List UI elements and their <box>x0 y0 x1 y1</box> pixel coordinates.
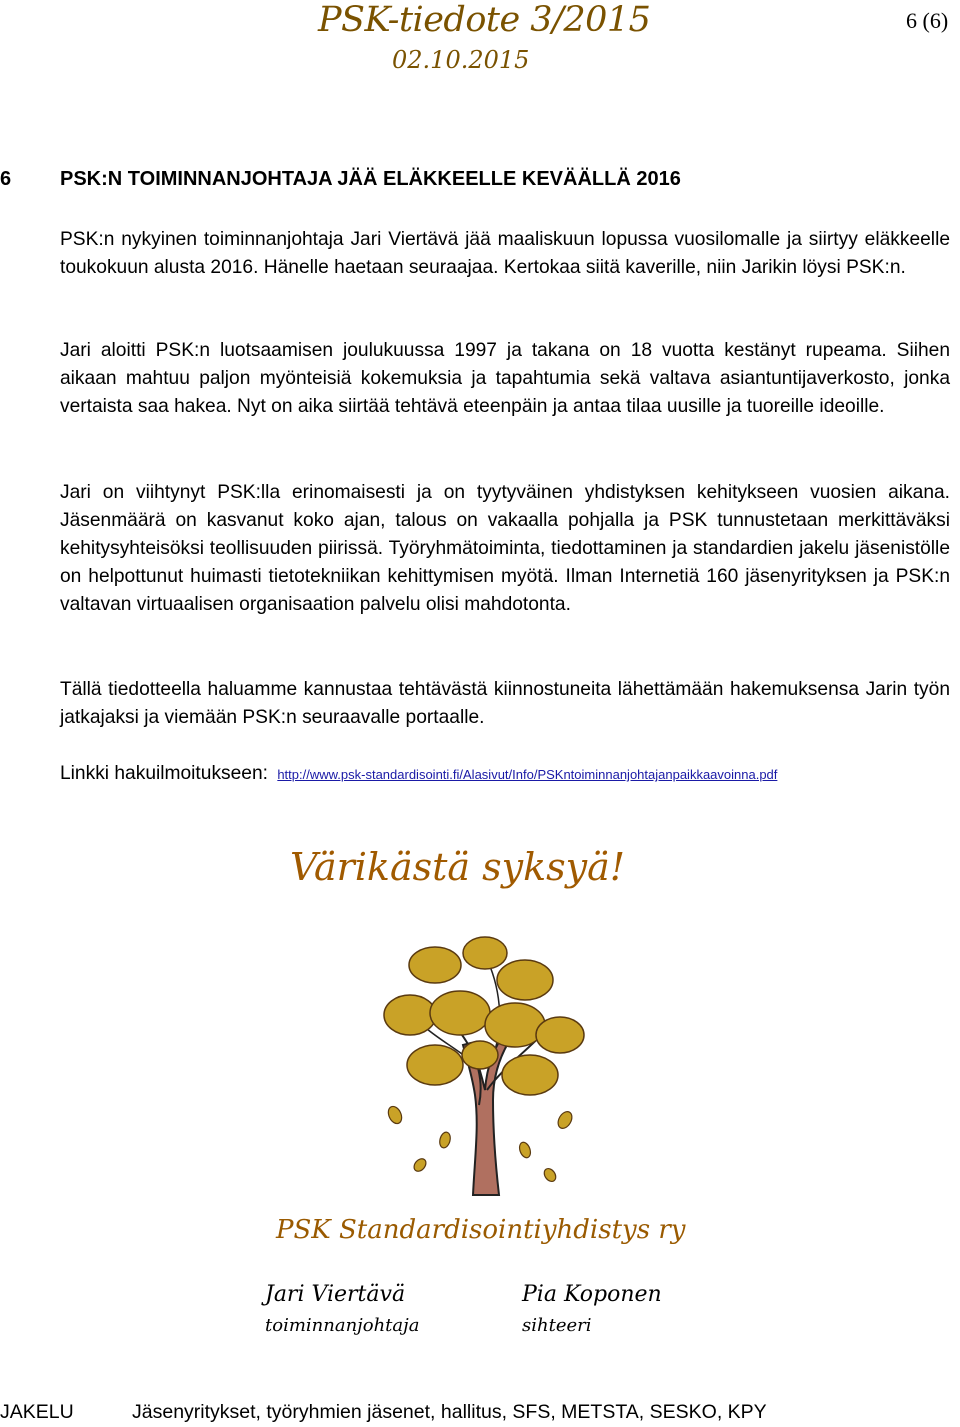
paragraph: PSK:n nykyinen toiminnanjohtaja Jari Viertävä jää maaliskuun lopussa vuosilomalle ja siirtyy eläkkeelle toukokuun alusta 2016. Hänelle haetaan seuraajaa. Kertokaa siitä kaverille, niin Jarikin löysi PSK:n. <box>60 229 950 278</box>
greeting: Värikästä syksyä! <box>290 845 626 889</box>
signatory-role: toiminnanjohtaja <box>265 1315 420 1336</box>
paragraph: Jari on viihtynyt PSK:lla erinomaisesti ja on tyytyväinen yhdistyksen kehitykseen vuosien aikana. Jäsenmäärä on kasvanut koko ajan, talous on vakaalla pohjalla ja PSK tunnustetaan merkittäväksi kehitysyhteisöksi teollisuuden piirissä. Työryhmätoiminta, tiedottaminen ja standardien jakelu jäsenistölle on helpottunut huimasti tietotekniikan kehittymisen myötä. Ilman Internetiä 160 jäsenyrityksen ja PSK:n valtavan virtuaalisen organisaation palvelu olisi mahdotonta. <box>60 482 950 615</box>
issue-date: 02.10.2015 <box>392 46 530 74</box>
distribution-label: JAKELU <box>0 1401 74 1423</box>
application-link-row <box>60 760 777 789</box>
paragraph: Jari aloitti PSK:n luotsaamisen joulukuussa 1997 ja takana on 18 vuotta kestänyt rupeama. Siihen aikaan mahtuu paljon myönteisiä kokemuksia ja tapahtumia sekä valtava asiantuntijaverkosto, jonka vertaista saa hakea. Nyt on aika siirtää tehtävä eteenpäin ja antaa tilaa uusille ja tuoreille ideoille. <box>60 340 950 417</box>
application-link[interactable]: http://www.psk-standardisointi.fi/Alasivut/Info/PSKntoiminnanjohtajanpaikkaavoinna.pdf <box>277 767 778 782</box>
organization-name: PSK Standardisointiyhdistys ry <box>276 1215 686 1245</box>
section-heading: PSK:N TOIMINNANJOHTAJA JÄÄ ELÄKKEELLE KEVÄÄLLÄ 2016 <box>60 168 681 190</box>
signatory-role: sihteeri <box>522 1315 592 1336</box>
signatory-name: Jari Viertävä <box>265 1282 406 1307</box>
section-number: 6 <box>0 168 12 190</box>
page-number: 6 (6) <box>906 8 949 33</box>
paragraph: Tällä tiedotteella haluamme kannustaa tehtävästä kiinnostuneita lähettämään hakemuksensa Jarin työn jatkajaksi ja viemään PSK:n seuraavalle portaalle. <box>60 679 950 728</box>
link-label: Linkki hakuilmoitukseen: <box>60 763 268 784</box>
signatory-name: Pia Koponen <box>522 1282 662 1307</box>
signatory <box>265 1282 425 1336</box>
newsletter-title: PSK-tiedote 3/2015 <box>318 0 651 40</box>
signatory <box>522 1282 682 1336</box>
leaf-clusters <box>384 937 584 1095</box>
distribution-recipients: Jäsenyritykset, työryhmien jäsenet, hallitus, SFS, METSTA, SESKO, KPY <box>132 1401 767 1423</box>
autumn-tree-illustration <box>375 925 595 1200</box>
